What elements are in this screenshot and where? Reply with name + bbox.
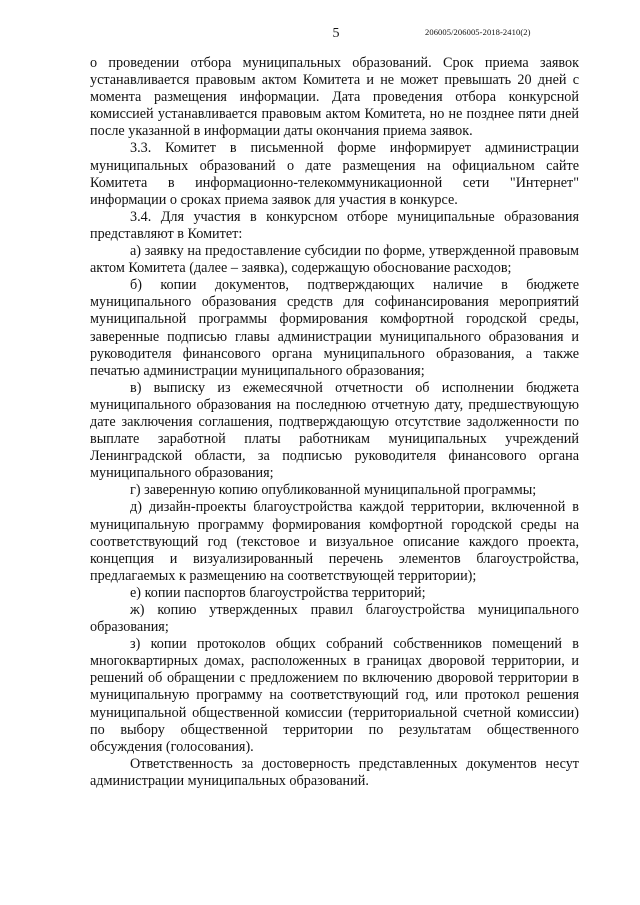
list-item-b: б) копии документов, подтверждающих наличие в бюджете муниципального образования средств для софинансирования мероприятий муниципальной программы формирования комфортной городской среды, заверенные подписью главы администрации муниципального образования и руководителя финансового органа муниципального образования, а также печатью администрации муниципального образования; xyxy=(90,277,579,379)
list-item-v: в) выписку из ежемесячной отчетности об исполнении бюджета муниципального образования на последнюю отчетную дату, предшествующую дате заключения соглашения, подтверждающую отсутствие задолженности по выплате заработной платы работникам муниципальных учреждений Ленинградской области, за подписью руководителя финансового органа муниципального образования; xyxy=(90,379,579,482)
list-item-zh: ж) копию утвержденных правил благоустройства муниципального образования; xyxy=(90,602,579,636)
paragraph-3-4: 3.4. Для участия в конкурсном отборе муниципальные образования представляют в Комитет: xyxy=(90,208,579,242)
list-item-z: з) копии протоколов общих собраний собственников помещений в многоквартирных домах, расположенных в границах дворовой территории, и решений об обращении с предложением по включению дворовой территории в муниципальную программу на соответствующий год, или протокол решения муниципальной общественной комиссии (территориальной счетной комиссии) по выбору общественной территории по результатам общественного обсуждения (голосования). xyxy=(90,636,579,755)
list-item-e: е) копии паспортов благоустройства территорий; xyxy=(130,584,426,601)
list-item-d: д) дизайн-проекты благоустройства каждой территории, включенной в муниципальную программу формирования комфортной городской среды на соответствующий год (текстовое и визуальное описание каждого проекта, концепция и визуализированный перечень элементов благоустройства, предлагаемых к размещению на соответствующей территории); xyxy=(90,499,579,584)
paragraph-responsibility: Ответственность за достоверность представленных документов несут администрации муниципальных образований. xyxy=(90,755,579,789)
document-body xyxy=(90,55,579,790)
paragraph-continuation: о проведении отбора муниципальных образований. Срок приема заявок устанавливается правовым актом Комитета и не может превышать 20 дней с момента размещения информации. Дата проведения отбора конкурсной комиссией устанавливается правовым актом Комитета, но не позднее пяти дней после указанной в информации даты окончания приема заявок. xyxy=(90,55,579,140)
page-number: 5 xyxy=(332,26,340,41)
list-item-g: г) заверенную копию опубликованной муниципальной программы; xyxy=(130,482,537,499)
list-item-a: а) заявку на предоставление субсидии по форме, утвержденной правовым актом Комитета (далее – заявка), содержащую обоснование расходов; xyxy=(90,243,579,277)
document-code: 206005/206005-2018-2410(2) xyxy=(425,27,531,37)
paragraph-3-3: 3.3. Комитет в письменной форме информирует администрации муниципальных образований о дате размещения на официальном сайте Комитета в информационно-телекоммуникационной сети "Интернет" информации о сроках приема заявок для участия в конкурсе. xyxy=(90,140,579,208)
